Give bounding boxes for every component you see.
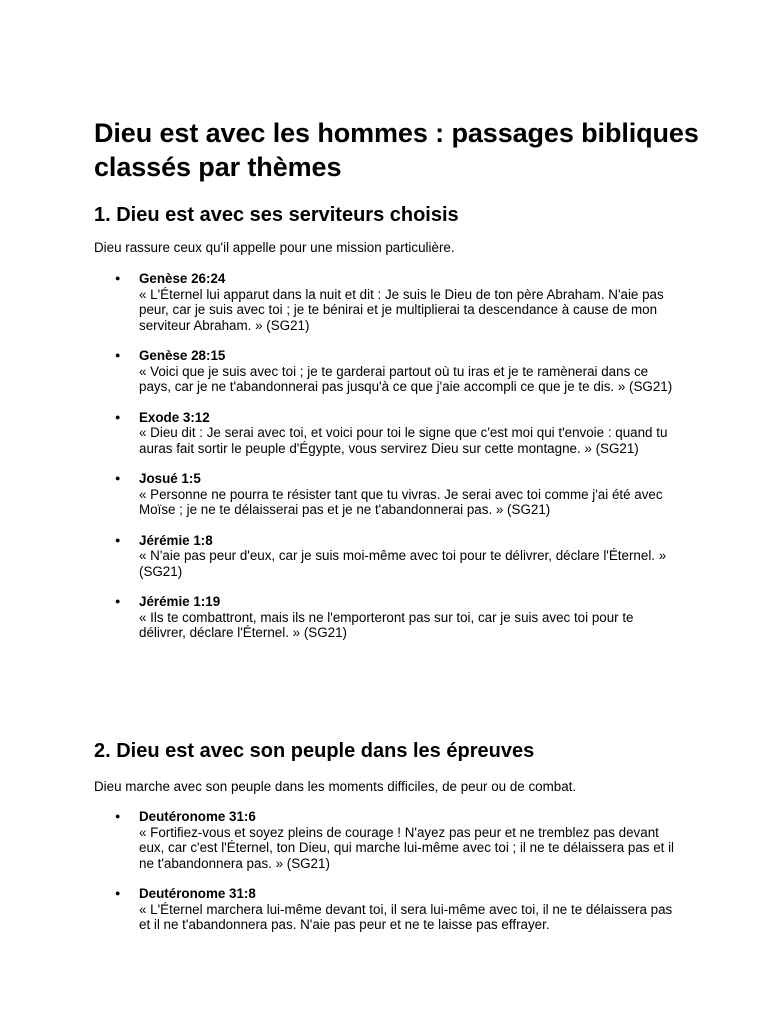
verse-text: « Ils te combattront, mais ils ne l'emporteront pas sur toi, car je suis avec toi pour te délivrer, déclare l'Éternel. » (SG21) — [139, 609, 634, 640]
verse-item — [139, 348, 675, 395]
section-1-intro: Dieu rassure ceux qu'il appelle pour une mission particulière. — [94, 240, 455, 255]
document-title: Dieu est avec les hommes : passages bibliques classés par thèmes — [94, 118, 699, 182]
verse-text: « N'aie pas peur d'eux, car je suis moi-même avec toi pour te délivrer, déclare l'Éternel. » (SG21) — [139, 548, 667, 579]
section-1-verse-list — [0, 271, 675, 641]
verse-reference: ● Jérémie 1:19 — [139, 594, 221, 609]
verse-text: « Dieu dit : Je serai avec toi, et voici pour toi le signe que c'est moi qui t'envoie : quand tu auras fait sortir le peuple d'Égypte, vous servirez Dieu sur cette montagne. » (SG21) — [139, 425, 668, 456]
section-2-heading: 2. Dieu est avec son peuple dans les épreuves — [94, 740, 535, 762]
section-2-verse-list — [0, 809, 675, 933]
verse-item — [139, 471, 675, 518]
verse-text: « Personne ne pourra te résister tant que tu vivras. Je serai avec toi comme j'ai été avec Moïse ; je ne te délaisserai pas et je ne t'abandonnerai pas. » (SG21) — [139, 486, 663, 517]
verse-reference: ● Josué 1:5 — [139, 471, 201, 486]
verse-item — [139, 410, 675, 457]
section-2-intro: Dieu marche avec son peuple dans les moments difficiles, de peur ou de combat. — [94, 779, 577, 794]
verse-reference: ● Genèse 28:15 — [139, 348, 226, 363]
verse-text: « L'Éternel lui apparut dans la nuit et dit : Je suis le Dieu de ton père Abraham. N'aie pas peur, car je suis avec toi ; je te bénirai et je multiplierai ta descendance à cause de mon serviteur Abraham. » (SG21) — [139, 286, 664, 333]
verse-item — [139, 271, 675, 333]
verse-reference: ● Exode 3:12 — [139, 409, 210, 425]
verse-reference: ● Deutéronome 31:6 — [139, 809, 256, 824]
verse-item — [139, 594, 675, 641]
verse-item — [139, 886, 675, 933]
verse-reference: ● Deutéronome 31:8 — [139, 886, 256, 901]
section-1-heading: 1. Dieu est avec ses serviteurs choisis — [94, 204, 459, 226]
verse-reference: ● Jérémie 1:8 — [139, 532, 213, 548]
verse-item — [139, 809, 675, 871]
verse-text: « L'Éternel marchera lui-même devant toi, il sera lui-même avec toi, il ne te délaissera pas et il ne t'abandonnera pas. N'aie pas peur et ne te laisse pas effrayer. — [139, 901, 673, 932]
verse-reference: ● Genèse 26:24 — [139, 271, 226, 286]
verse-item — [139, 533, 675, 580]
verse-text: « Fortifiez-vous et soyez pleins de courage ! N'ayez pas peur et ne tremblez pas devant eux, car c'est l'Éternel, ton Dieu, qui marche lui-même avec toi ; il ne te délaissera pas et il ne t'abandonnera pas. » (SG21) — [139, 824, 675, 871]
verse-text: « Voici que je suis avec toi ; je te garderai partout où tu iras et je te ramènerai dans ce pays, car je ne t'abandonnerai pas jusqu'à ce que j'aie accompli ce que je te dis. » (SG21) — [139, 363, 673, 394]
